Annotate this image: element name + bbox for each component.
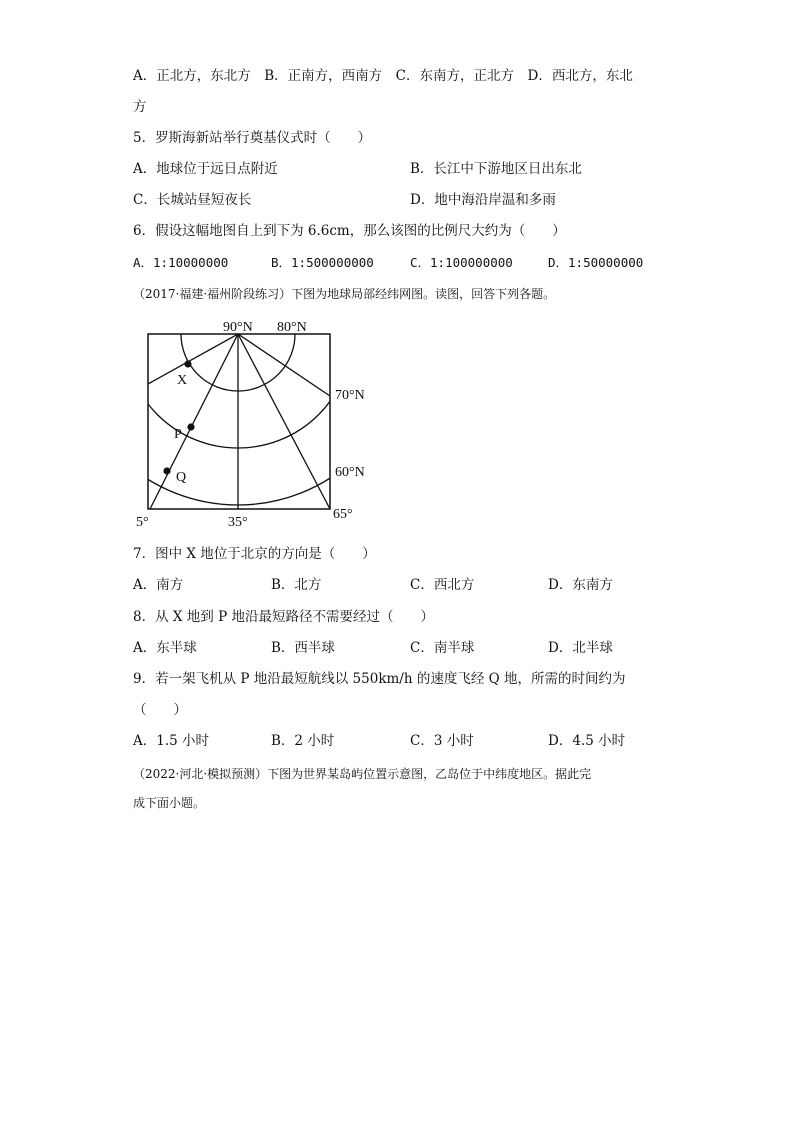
q9-option-a: A．1.5 小时: [133, 733, 210, 749]
label-point-q: Q: [176, 470, 187, 485]
q6-option-b: B．1:500000000: [271, 255, 374, 270]
label-point-p: P: [174, 427, 182, 442]
q5-option-c: C．长城站昼短夜长: [133, 192, 252, 208]
q8-option-c: C．南半球: [410, 640, 475, 656]
q6-option-a: A．1:10000000: [133, 255, 229, 270]
label-90n: 90°N: [223, 320, 253, 335]
q6-stem: 6．假设这幅地图自上到下为 6.6cm，那么该图的比例尺大约为（ ）: [133, 223, 566, 239]
label-lon-35: 35°: [228, 515, 248, 530]
section-intro-map: （2017·福建·福州阶段练习）下图为地球局部经纬网图。读图，回答下列各题。: [133, 287, 556, 301]
meridian-right: [238, 334, 330, 396]
q8-option-a: A．东半球: [133, 640, 197, 656]
meridian-65: [238, 334, 330, 509]
q9-stem: 9．若一架飞机从 P 地沿最短航线以 550km/h 的速度飞经 Q 地，所需的时间约为: [133, 671, 626, 687]
label-70n: 70°N: [335, 388, 365, 403]
q7-option-c: C．西北方: [410, 577, 475, 593]
q4-options-line: A．正北方，东北方 B．正南方，西南方 C．东南方，正北方 D．西北方，东北: [133, 68, 633, 84]
q9-stem-continued: （ ）: [133, 702, 187, 718]
q4-options-line-continued: 方: [133, 99, 147, 115]
q7-stem: 7．图中 X 地位于北京的方向是（ ）: [133, 546, 376, 562]
q5-option-a: A．地球位于远日点附近: [133, 161, 278, 177]
label-lon-5: 5°: [136, 515, 149, 530]
q9-option-d: D．4.5 小时: [548, 733, 626, 749]
map-frame: [148, 334, 330, 509]
latitude-60-arc: [67, 163, 409, 505]
q6-option-c: C．1:100000000: [410, 255, 513, 270]
point-p-marker: [187, 423, 194, 430]
q5-option-b: B．长江中下游地区日出东北: [410, 161, 582, 177]
label-60n: 60°N: [335, 465, 365, 480]
q7-option-d: D．东南方: [548, 577, 613, 593]
section-intro-island: （2022·河北·模拟预测）下图为世界某岛屿位置示意图，乙岛位于中纬度地区。据此完: [133, 767, 592, 781]
point-q-marker: [163, 467, 170, 474]
q5-option-d: D．地中海沿岸温和多雨: [410, 192, 556, 208]
point-x-marker: [184, 360, 191, 367]
label-lon-65: 65°: [333, 507, 353, 522]
q7-option-a: A．南方: [133, 577, 184, 593]
label-point-x: X: [177, 373, 188, 388]
q8-stem: 8．从 X 地到 P 地沿最短路径不需要经过（ ）: [133, 609, 434, 625]
q8-option-d: D．北半球: [548, 640, 613, 656]
q9-option-c: C．3 小时: [410, 733, 474, 749]
section-intro-island-continued: 成下面小题。: [133, 796, 206, 810]
q5-stem: 5．罗斯海新站举行奠基仪式时（ ）: [133, 130, 372, 146]
meridian-left: [148, 334, 238, 384]
meridian-5: [150, 334, 238, 509]
q6-option-d: D．1:50000000: [548, 255, 644, 270]
q8-option-b: B．西半球: [271, 640, 335, 656]
q7-option-b: B．北方: [271, 577, 322, 593]
label-80n: 80°N: [277, 320, 307, 335]
q9-option-b: B．2 小时: [271, 733, 335, 749]
